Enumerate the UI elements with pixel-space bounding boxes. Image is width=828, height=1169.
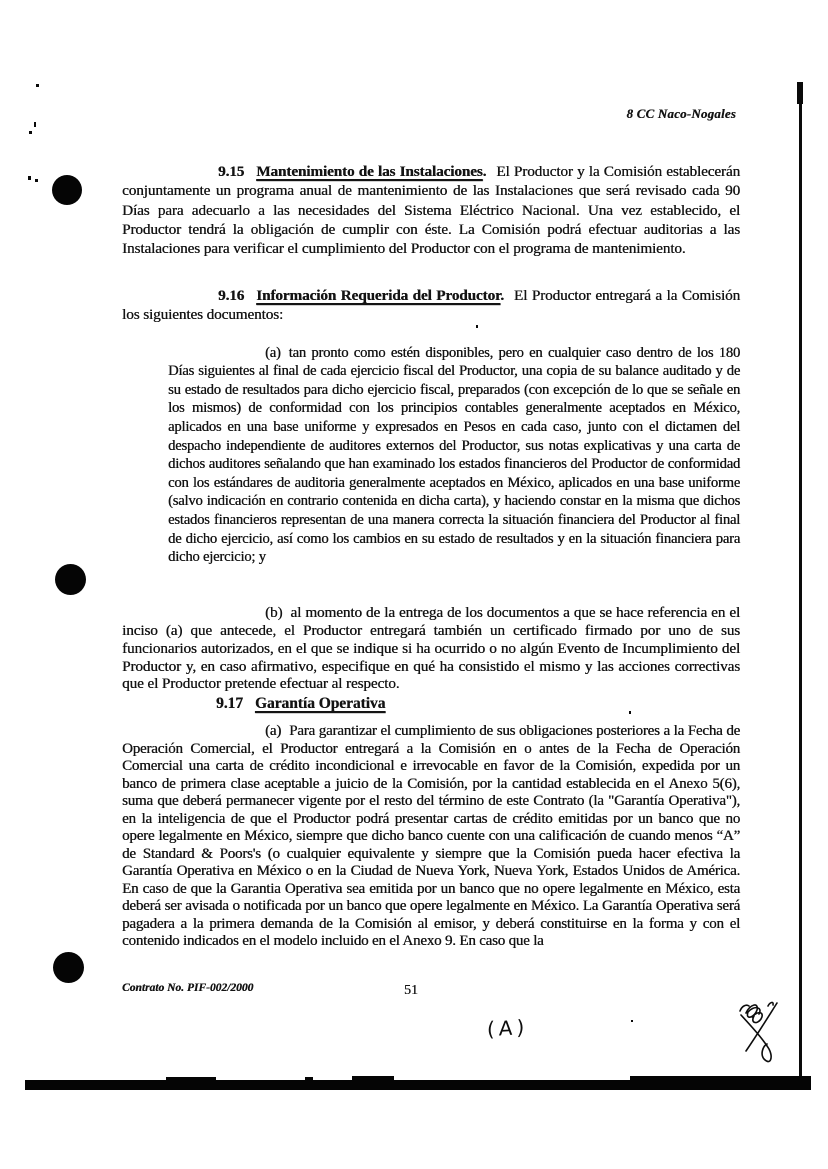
- scan-speck: [34, 122, 36, 127]
- section-title-period: .: [500, 287, 504, 305]
- clause-text: al momento de la entrega de los documentos a que se hace referencia en el inciso (a) que antecede, el Productor entregará también un certificado firmado por uno de sus funcionarios autorizados, en el que se indique si ha ocurrido o no algún Evento de Incumplimiento del Productor y, en caso afirmativo, especifique en qué ha consistido el mismo y las acciones correctivas que el Productor pretende efectuar al respecto.: [122, 604, 740, 693]
- handwritten-initials: (A): [486, 1014, 529, 1042]
- clause-label: (a): [265, 723, 282, 739]
- clause-text: tan pronto como estén disponibles, pero en cualquier caso dentro de los 180 Días siguientes al final de cada ejercicio fiscal del Productor, una copia de su balance auditado y de su estado de resultados para dicho ejercicio fiscal, preparados (con excepción de lo que se señale en los mismos) de conformidad con los principios contables generalmente aceptados en México, aplicados en una base uniforme y expresados en Pesos en cada caso, junto con el dictamen del despacho independiente de auditores externos del Productor, sus notas explicativas y una carta de dichos auditores señalando que han examinado los estados financieros del Productor de conformidad con los estándares de auditoria generalmente aceptados en México, aplicados en una base uniforme (salvo indicación en contrario contenida en dicha carta), y haciendo constar en la misma que dichos estados financieros representan de una manera correcta la situación financiera del Productor al final de dicho ejercicio, así como los cambios en su estado de resultados y en la situación financiera para dicho ejercicio; y: [168, 344, 740, 566]
- scan-speck: [29, 131, 32, 134]
- clause-9-16-a: [168, 344, 740, 567]
- section-body-text: El Productor entregará a la Comisión los siguientes documentos:: [122, 287, 740, 324]
- punch-hole-mark: [53, 952, 84, 983]
- section-9-17-heading: [122, 695, 828, 713]
- scan-edge-line-right: [799, 84, 802, 1084]
- section-9-16-paragraph: [122, 286, 740, 324]
- signature-scribble-svg: [732, 998, 788, 1074]
- signature-scribble: [732, 998, 788, 1074]
- scan-speck: [476, 325, 478, 328]
- section-title: Garantía Operativa: [254, 695, 386, 713]
- clause-text: Para garantizar el cumplimiento de sus obligaciones posteriores a la Fecha de Operación Comercial, el Productor entregará a la Comisión en o antes de la Fecha de Operación Comercial una carta de crédito incondicional e irrevocable en favor de la Comisión, expedida por un banco de primera clase aceptable a juicio de la Comisión, por la cantidad establecida en el Anexo 5(6), suma que deberá permanecer vigente por el resto del término de este Contrato (la "Garantía Operativa"), en la inteligencia de que el Productor podrá presentar cartas de crédito emitidas por un banco que no opere legalmente en México, siempre que dicho banco cuente con una calificación de cuando menos “A” de Standard & Poors's (o cualquier equivalente y siempre que la Comisión pueda hacer efectiva la Garantía Operativa en México o en la Ciudad de Nueva York, Nueva York, Estados Unidos de América. En caso de que la Garantia Operativa sea emitida por un banco que no opere legalmente en México, esta deberá ser avisada o notificada por un banco que opere legalmente en México. La Garantía Operativa será pagadera a la primera demanda de la Comisión al emisor, y deberá constituirse en la forma y con el contenido indicados en el modelo incluido en el Anexo 9. En caso que la: [122, 723, 740, 949]
- footer-contract-number: Contrato No. PIF-002/2000: [122, 982, 254, 994]
- clause-label: (a): [265, 344, 281, 361]
- scan-speck: [629, 711, 631, 714]
- scan-speck: [631, 1020, 633, 1022]
- section-number: 9.16: [218, 287, 245, 305]
- scan-edge-dash: [352, 1076, 394, 1080]
- scan-speck: [35, 179, 38, 182]
- section-title: Mantenimiento de las Instalaciones: [256, 163, 483, 181]
- scan-edge-band-bottom-right: [630, 1076, 811, 1090]
- section-title-period: .: [482, 163, 487, 181]
- section-body-text: El Productor y la Comisión establecerán conjuntamente un programa anual de mantenimiento de las Instalaciones que será revisado cada 90 Días para adecuarlo a las necesidades del Sistema Eléctrico Nacional. Una vez establecido, el Productor tendrá la obligación de cumplir con éste. La Comisión podrá efectuar auditorias a las Instalaciones para verificar el cumplimiento del Productor con el programa de mantenimiento.: [122, 163, 740, 257]
- scan-edge-dash: [305, 1077, 313, 1080]
- clause-9-17-a: [122, 723, 740, 951]
- clause-label: (b): [265, 604, 283, 622]
- scan-edge-dash: [166, 1077, 216, 1080]
- punch-hole-mark: [52, 175, 82, 205]
- footer-page-number: 51: [404, 983, 418, 998]
- section-number: 9.17: [216, 695, 243, 713]
- punch-hole-mark: [55, 564, 86, 595]
- section-9-15-paragraph: [122, 162, 740, 258]
- section-title: Información Requerida del Productor: [256, 287, 501, 305]
- document-reference-header: 8 CC Naco-Nogales: [626, 106, 736, 121]
- scan-speck: [28, 176, 31, 180]
- section-number: 9.15: [218, 163, 245, 181]
- clause-9-16-b: [122, 604, 740, 693]
- scan-speck: [36, 84, 39, 87]
